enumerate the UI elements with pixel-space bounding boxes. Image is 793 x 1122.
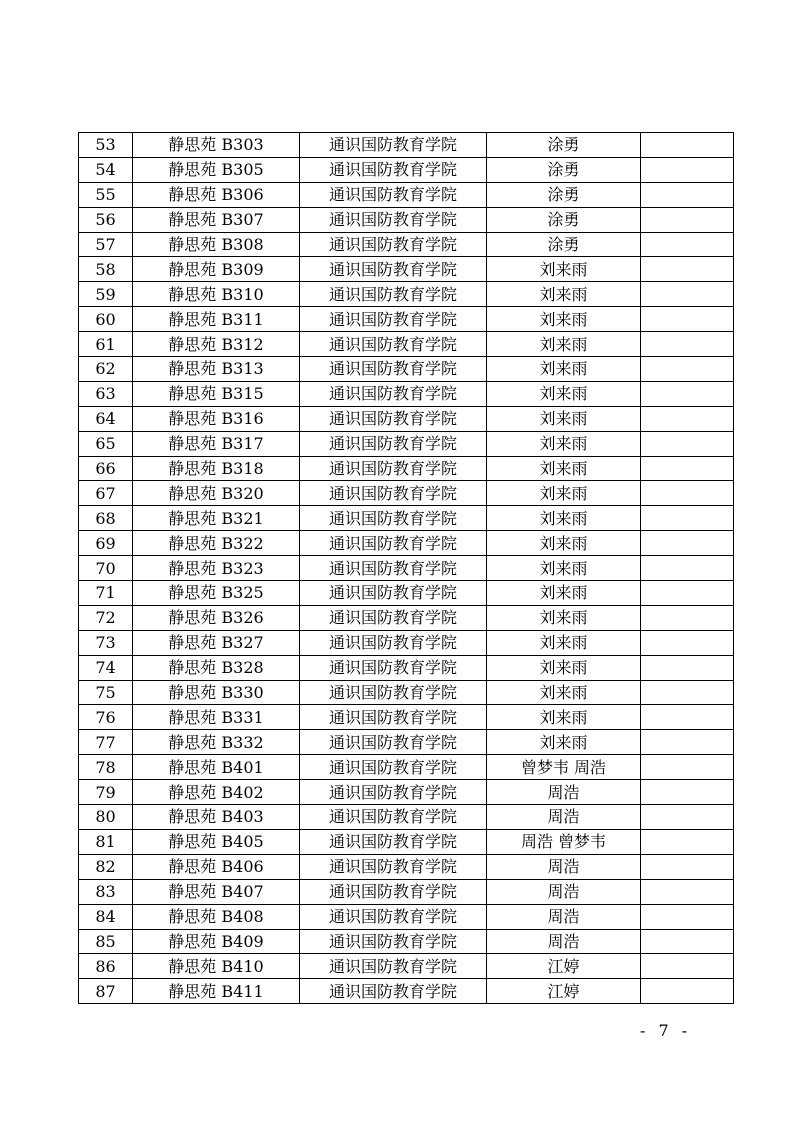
person-cell: 刘来雨 [487, 257, 641, 282]
dormitory-table [78, 132, 734, 1004]
college-cell: 通识国防教育学院 [300, 730, 487, 755]
person-cell: 江婷 [487, 954, 641, 979]
table-row [79, 854, 734, 879]
table-row [79, 133, 734, 158]
person-cell: 刘来雨 [487, 481, 641, 506]
college-cell: 通识国防教育学院 [300, 332, 487, 357]
room-cell: 静思苑 B409 [133, 929, 300, 954]
table-row [79, 979, 734, 1004]
note-cell [641, 381, 734, 406]
person-cell: 曾梦韦 周浩 [487, 755, 641, 780]
college-cell: 通识国防教育学院 [300, 929, 487, 954]
note-cell [641, 879, 734, 904]
note-cell [641, 307, 734, 332]
college-cell: 通识国防教育学院 [300, 904, 487, 929]
person-cell: 涂勇 [487, 133, 641, 158]
table-row [79, 556, 734, 581]
row-number-cell: 76 [79, 705, 133, 730]
row-number-cell: 54 [79, 157, 133, 182]
table-row [79, 182, 734, 207]
note-cell [641, 157, 734, 182]
college-cell: 通识国防教育学院 [300, 780, 487, 805]
room-cell: 静思苑 B311 [133, 307, 300, 332]
note-cell [641, 979, 734, 1004]
row-number-cell: 62 [79, 357, 133, 382]
table-row [79, 257, 734, 282]
person-cell: 涂勇 [487, 207, 641, 232]
note-cell [641, 929, 734, 954]
row-number-cell: 57 [79, 232, 133, 257]
row-number-cell: 64 [79, 406, 133, 431]
note-cell [641, 531, 734, 556]
table-row [79, 730, 734, 755]
college-cell: 通识国防教育学院 [300, 357, 487, 382]
room-cell: 静思苑 B405 [133, 829, 300, 854]
note-cell [641, 954, 734, 979]
college-cell: 通识国防教育学院 [300, 406, 487, 431]
person-cell: 刘来雨 [487, 581, 641, 606]
note-cell [641, 854, 734, 879]
room-cell: 静思苑 B401 [133, 755, 300, 780]
note-cell [641, 904, 734, 929]
row-number-cell: 79 [79, 780, 133, 805]
row-number-cell: 82 [79, 854, 133, 879]
room-cell: 静思苑 B305 [133, 157, 300, 182]
table-row [79, 605, 734, 630]
row-number-cell: 61 [79, 332, 133, 357]
college-cell: 通识国防教育学院 [300, 605, 487, 630]
page-number: - 7 - [640, 1021, 692, 1040]
room-cell: 静思苑 B323 [133, 556, 300, 581]
college-cell: 通识国防教育学院 [300, 257, 487, 282]
note-cell [641, 332, 734, 357]
row-number-cell: 67 [79, 481, 133, 506]
note-cell [641, 133, 734, 158]
room-cell: 静思苑 B326 [133, 605, 300, 630]
row-number-cell: 69 [79, 531, 133, 556]
note-cell [641, 730, 734, 755]
note-cell [641, 655, 734, 680]
note-cell [641, 705, 734, 730]
person-cell: 刘来雨 [487, 730, 641, 755]
table-row [79, 207, 734, 232]
table-row [79, 456, 734, 481]
college-cell: 通识国防教育学院 [300, 431, 487, 456]
note-cell [641, 406, 734, 431]
table-row [79, 157, 734, 182]
person-cell: 涂勇 [487, 157, 641, 182]
person-cell: 刘来雨 [487, 431, 641, 456]
room-cell: 静思苑 B411 [133, 979, 300, 1004]
row-number-cell: 83 [79, 879, 133, 904]
college-cell: 通识国防教育学院 [300, 556, 487, 581]
note-cell [641, 780, 734, 805]
college-cell: 通识国防教育学院 [300, 755, 487, 780]
room-cell: 静思苑 B325 [133, 581, 300, 606]
row-number-cell: 60 [79, 307, 133, 332]
row-number-cell: 55 [79, 182, 133, 207]
note-cell [641, 357, 734, 382]
note-cell [641, 630, 734, 655]
room-cell: 静思苑 B315 [133, 381, 300, 406]
row-number-cell: 73 [79, 630, 133, 655]
note-cell [641, 182, 734, 207]
row-number-cell: 63 [79, 381, 133, 406]
person-cell: 涂勇 [487, 182, 641, 207]
college-cell: 通识国防教育学院 [300, 805, 487, 830]
row-number-cell: 65 [79, 431, 133, 456]
person-cell: 刘来雨 [487, 332, 641, 357]
table-row [79, 232, 734, 257]
room-cell: 静思苑 B328 [133, 655, 300, 680]
table-row [79, 929, 734, 954]
college-cell: 通识国防教育学院 [300, 829, 487, 854]
room-cell: 静思苑 B310 [133, 282, 300, 307]
note-cell [641, 506, 734, 531]
room-cell: 静思苑 B403 [133, 805, 300, 830]
room-cell: 静思苑 B313 [133, 357, 300, 382]
college-cell: 通识国防教育学院 [300, 182, 487, 207]
table-row [79, 705, 734, 730]
college-cell: 通识国防教育学院 [300, 655, 487, 680]
college-cell: 通识国防教育学院 [300, 954, 487, 979]
room-cell: 静思苑 B402 [133, 780, 300, 805]
table-row [79, 307, 734, 332]
room-cell: 静思苑 B309 [133, 257, 300, 282]
person-cell: 刘来雨 [487, 531, 641, 556]
row-number-cell: 68 [79, 506, 133, 531]
room-cell: 静思苑 B327 [133, 630, 300, 655]
person-cell: 周浩 曾梦韦 [487, 829, 641, 854]
table-body [79, 133, 734, 1004]
college-cell: 通识国防教育学院 [300, 506, 487, 531]
note-cell [641, 207, 734, 232]
note-cell [641, 257, 734, 282]
person-cell: 刘来雨 [487, 655, 641, 680]
room-cell: 静思苑 B317 [133, 431, 300, 456]
college-cell: 通识国防教育学院 [300, 879, 487, 904]
college-cell: 通识国防教育学院 [300, 307, 487, 332]
room-cell: 静思苑 B332 [133, 730, 300, 755]
table-row [79, 879, 734, 904]
table-row [79, 431, 734, 456]
room-cell: 静思苑 B330 [133, 680, 300, 705]
room-cell: 静思苑 B307 [133, 207, 300, 232]
table-row [79, 755, 734, 780]
room-cell: 静思苑 B407 [133, 879, 300, 904]
table-row [79, 954, 734, 979]
note-cell [641, 755, 734, 780]
note-cell [641, 556, 734, 581]
row-number-cell: 66 [79, 456, 133, 481]
table-row [79, 506, 734, 531]
row-number-cell: 84 [79, 904, 133, 929]
row-number-cell: 70 [79, 556, 133, 581]
college-cell: 通识国防教育学院 [300, 854, 487, 879]
table-row [79, 581, 734, 606]
room-cell: 静思苑 B312 [133, 332, 300, 357]
college-cell: 通识国防教育学院 [300, 531, 487, 556]
note-cell [641, 456, 734, 481]
table-row [79, 805, 734, 830]
person-cell: 周浩 [487, 780, 641, 805]
table-row [79, 481, 734, 506]
note-cell [641, 232, 734, 257]
table-row [79, 381, 734, 406]
table-row [79, 282, 734, 307]
row-number-cell: 75 [79, 680, 133, 705]
note-cell [641, 605, 734, 630]
person-cell: 刘来雨 [487, 307, 641, 332]
room-cell: 静思苑 B308 [133, 232, 300, 257]
table-row [79, 680, 734, 705]
college-cell: 通识国防教育学院 [300, 232, 487, 257]
row-number-cell: 56 [79, 207, 133, 232]
room-cell: 静思苑 B406 [133, 854, 300, 879]
person-cell: 周浩 [487, 854, 641, 879]
note-cell [641, 805, 734, 830]
college-cell: 通识国防教育学院 [300, 381, 487, 406]
room-cell: 静思苑 B316 [133, 406, 300, 431]
college-cell: 通识国防教育学院 [300, 705, 487, 730]
college-cell: 通识国防教育学院 [300, 581, 487, 606]
room-cell: 静思苑 B303 [133, 133, 300, 158]
row-number-cell: 85 [79, 929, 133, 954]
college-cell: 通识国防教育学院 [300, 979, 487, 1004]
college-cell: 通识国防教育学院 [300, 157, 487, 182]
row-number-cell: 53 [79, 133, 133, 158]
person-cell: 周浩 [487, 929, 641, 954]
row-number-cell: 87 [79, 979, 133, 1004]
person-cell: 刘来雨 [487, 556, 641, 581]
table-row [79, 829, 734, 854]
room-cell: 静思苑 B322 [133, 531, 300, 556]
college-cell: 通识国防教育学院 [300, 481, 487, 506]
person-cell: 刘来雨 [487, 705, 641, 730]
note-cell [641, 282, 734, 307]
table-row [79, 780, 734, 805]
row-number-cell: 77 [79, 730, 133, 755]
row-number-cell: 78 [79, 755, 133, 780]
room-cell: 静思苑 B320 [133, 481, 300, 506]
college-cell: 通识国防教育学院 [300, 680, 487, 705]
person-cell: 刘来雨 [487, 381, 641, 406]
person-cell: 刘来雨 [487, 605, 641, 630]
person-cell: 刘来雨 [487, 506, 641, 531]
person-cell: 刘来雨 [487, 406, 641, 431]
person-cell: 刘来雨 [487, 456, 641, 481]
room-cell: 静思苑 B331 [133, 705, 300, 730]
room-cell: 静思苑 B321 [133, 506, 300, 531]
row-number-cell: 58 [79, 257, 133, 282]
person-cell: 刘来雨 [487, 357, 641, 382]
note-cell [641, 481, 734, 506]
person-cell: 刘来雨 [487, 282, 641, 307]
college-cell: 通识国防教育学院 [300, 456, 487, 481]
college-cell: 通识国防教育学院 [300, 630, 487, 655]
row-number-cell: 71 [79, 581, 133, 606]
table-row [79, 531, 734, 556]
row-number-cell: 74 [79, 655, 133, 680]
table-row [79, 332, 734, 357]
row-number-cell: 81 [79, 829, 133, 854]
table-row [79, 357, 734, 382]
college-cell: 通识国防教育学院 [300, 282, 487, 307]
table-row [79, 904, 734, 929]
row-number-cell: 80 [79, 805, 133, 830]
note-cell [641, 581, 734, 606]
note-cell [641, 680, 734, 705]
college-cell: 通识国防教育学院 [300, 133, 487, 158]
person-cell: 周浩 [487, 879, 641, 904]
person-cell: 刘来雨 [487, 680, 641, 705]
note-cell [641, 829, 734, 854]
row-number-cell: 59 [79, 282, 133, 307]
room-cell: 静思苑 B410 [133, 954, 300, 979]
table-row [79, 406, 734, 431]
person-cell: 周浩 [487, 904, 641, 929]
note-cell [641, 431, 734, 456]
row-number-cell: 72 [79, 605, 133, 630]
room-cell: 静思苑 B318 [133, 456, 300, 481]
table-row [79, 630, 734, 655]
person-cell: 周浩 [487, 805, 641, 830]
row-number-cell: 86 [79, 954, 133, 979]
person-cell: 江婷 [487, 979, 641, 1004]
table-row [79, 655, 734, 680]
room-cell: 静思苑 B408 [133, 904, 300, 929]
college-cell: 通识国防教育学院 [300, 207, 487, 232]
room-cell: 静思苑 B306 [133, 182, 300, 207]
person-cell: 涂勇 [487, 232, 641, 257]
person-cell: 刘来雨 [487, 630, 641, 655]
